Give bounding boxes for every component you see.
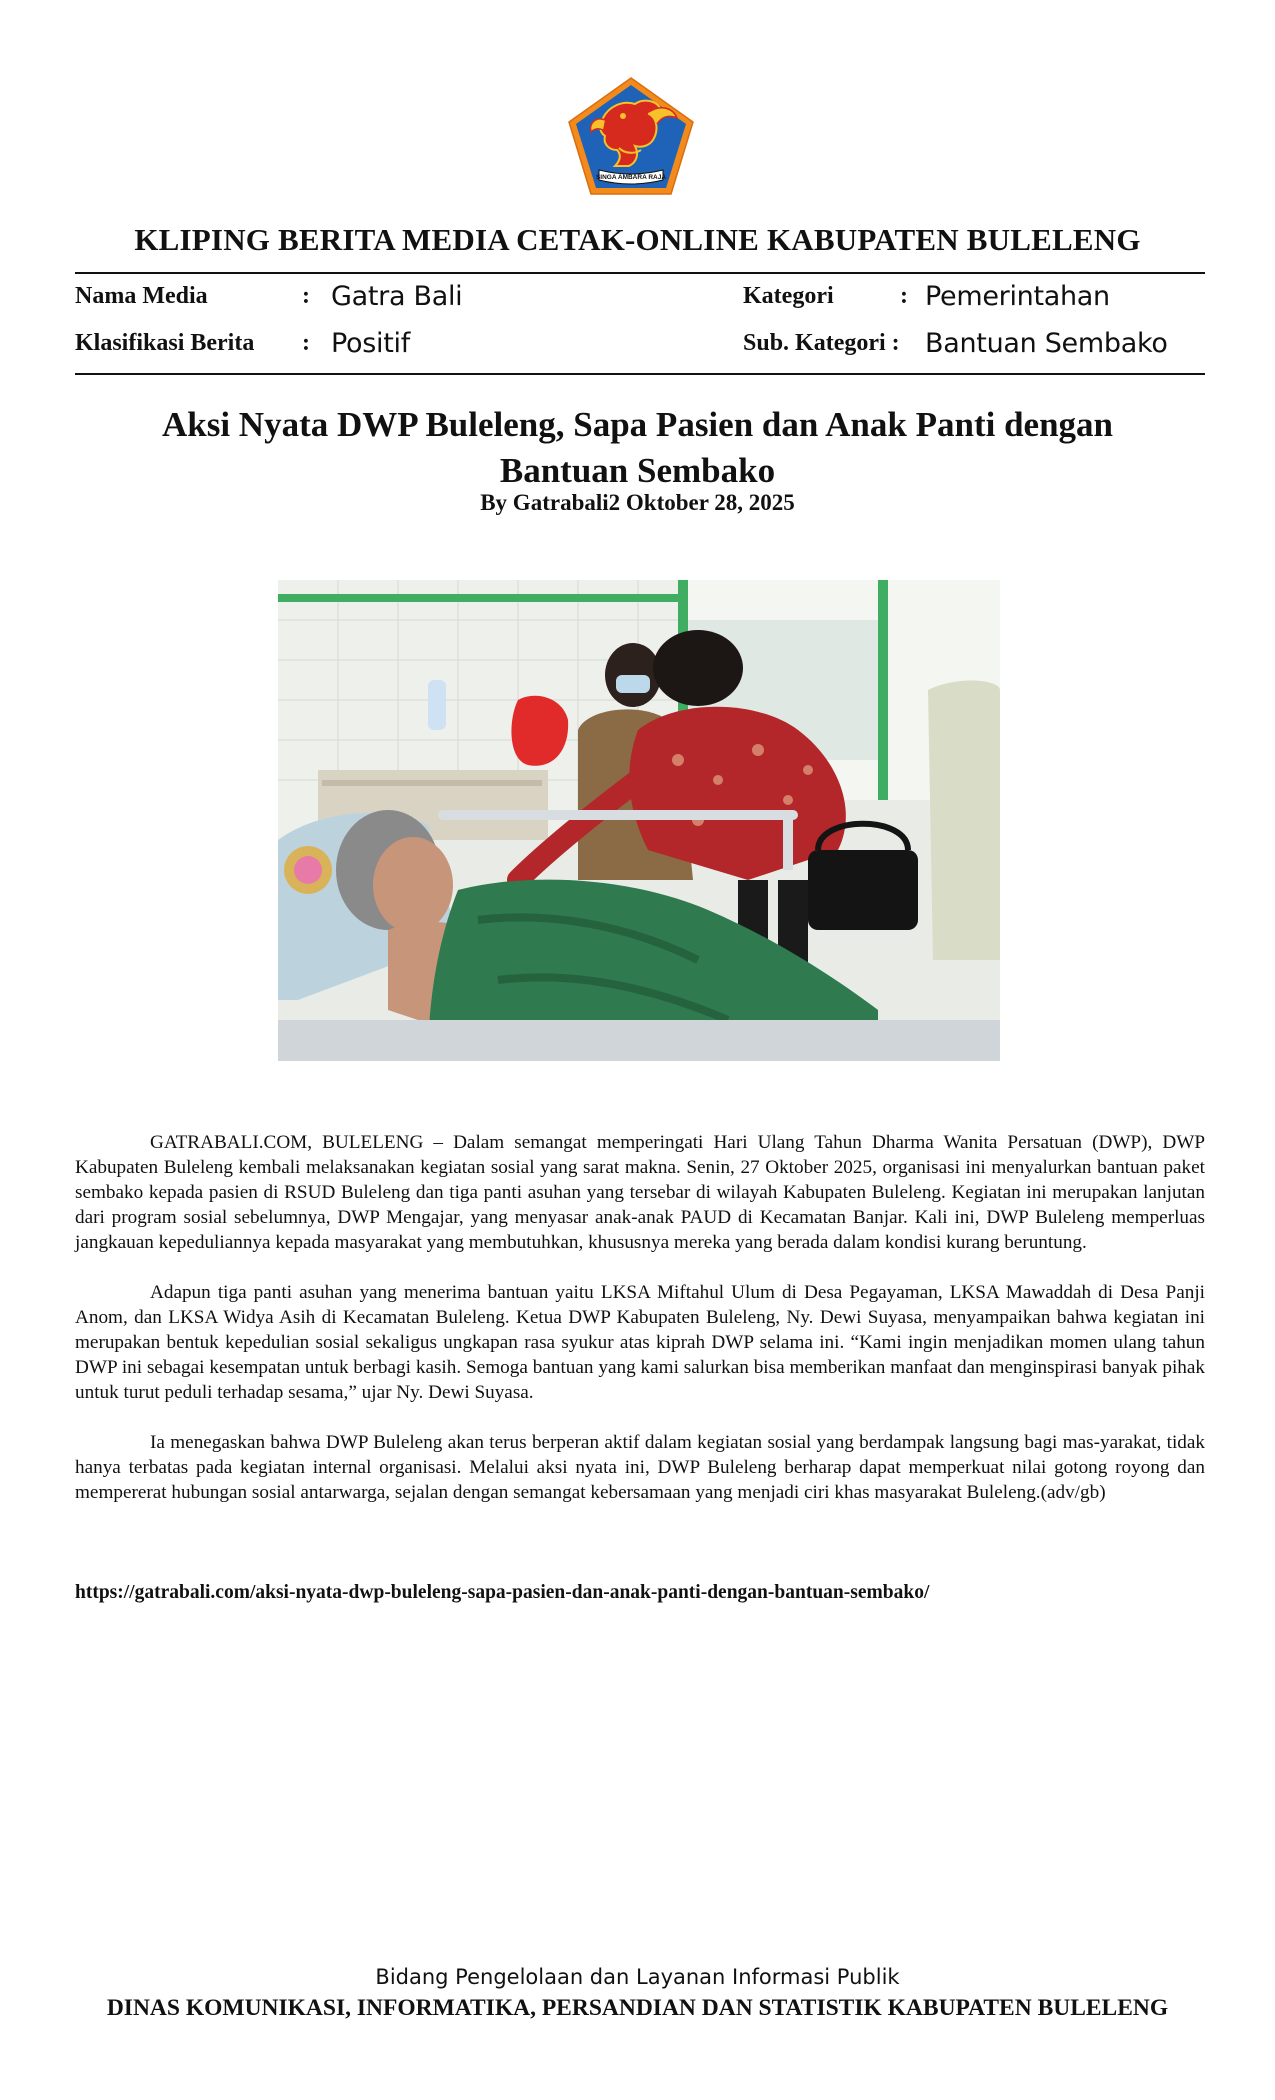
article-title: Aksi Nyata DWP Buleleng, Sapa Pasien dan Anak Panti dengan Bantuan Sembako <box>161 405 1114 490</box>
article-photo <box>278 580 1000 1061</box>
category-colon: : <box>900 283 908 309</box>
news-classification-value: Positif <box>331 328 410 359</box>
logo-ribbon-text: SINGA AMBARA RAJA <box>595 174 667 181</box>
media-name-value: Gatra Bali <box>331 281 463 312</box>
media-name-label: Nama Media <box>75 283 208 309</box>
buleleng-regency-logo <box>565 74 697 198</box>
subcategory-label: Sub. Kategori : <box>743 330 900 356</box>
header-divider-bottom <box>75 373 1205 375</box>
clipping-header-title: KLIPING BERITA MEDIA CETAK-ONLINE KABUPATEN BULELENG <box>134 222 1141 257</box>
category-value: Pemerintahan <box>925 281 1110 312</box>
article-byline: By Gatrabali2 Oktober 28, 2025 <box>480 490 795 515</box>
article-paragraph-1: GATRABALI.COM, BULELENG – Dalam semangat memperingati Hari Ulang Tahun Dharma Wanita Persatuan (DWP), DWP Kabupaten Buleleng kembali melaksanakan kegiatan sosial yang sarat makna. Senin, 27 Oktober 2025, organisasi ini menyalurkan bantuan paket sembako kepada pasien di RSUD Buleleng dan tiga panti asuhan yang tersebar di wilayah Kabupaten Buleleng. Kegiatan ini merupakan lanjutan dari program sosial sebelumnya, DWP Mengajar, yang menyasar anak-anak PAUD di Kecamatan Banjar. Kali ini, DWP Buleleng memperluas jangkauan kepeduliannya kepada masyarakat yang membutuhkan, khususnya mereka yang berada dalam kondisi kurang beruntung. <box>75 1132 1205 1253</box>
article-paragraph-3: Ia menegaskan bahwa DWP Buleleng akan terus berperan aktif dalam kegiatan sosial yang berdampak langsung bagi mas-yarakat, tidak hanya terbatas pada kegiatan internal organisasi. Melalui aksi nyata ini, DWP Buleleng berharap dapat memperkuat nilai gotong royong dan mempererat hubungan sosial antarwarga, sejalan dengan semangat kebersamaan yang menjadi ciri khas masyarakat Buleleng.(adv/gb) <box>75 1432 1205 1503</box>
article-paragraph-2: Adapun tiga panti asuhan yang menerima bantuan yaitu LKSA Miftahul Ulum di Desa Pegayaman, LKSA Mawaddah di Desa Panji Anom, dan LKSA Widya Asih di Kecamatan Buleleng. Ketua DWP Kabupaten Buleleng, Ny. Dewi Suyasa, menyampaikan bahwa kegiatan ini merupakan bentuk kepedulian sosial sekaligus ungkapan rasa syukur atas kiprah DWP selama ini. “Kami ingin menjadikan momen ulang tahun DWP ini sebagai kesempatan untuk berbagi kasih. Semoga bantuan yang kami salurkan bisa memberikan manfaat dan menginspirasi banyak pihak untuk turut peduli terhadap sesama,” ujar Ny. Dewi Suyasa. <box>75 1282 1205 1403</box>
news-classification-colon: : <box>302 330 310 356</box>
footer-department: Bidang Pengelolaan dan Layanan Informasi Publik <box>375 1965 900 1989</box>
footer-agency: DINAS KOMUNIKASI, INFORMATIKA, PERSANDIAN DAN STATISTIK KABUPATEN BULELENG <box>106 1995 1169 2021</box>
news-classification-label: Klasifikasi Berita <box>75 330 255 356</box>
category-label: Kategori <box>743 283 834 309</box>
subcategory-value: Bantuan Sembako <box>925 328 1168 359</box>
header-divider-top <box>75 272 1205 274</box>
media-name-colon: : <box>302 283 310 309</box>
article-body <box>75 1130 1205 1530</box>
article-source-link[interactable]: https://gatrabali.com/aksi-nyata-dwp-buleleng-sapa-pasien-dan-anak-panti-dengan-bantuan-sembako/ <box>75 1582 930 1603</box>
